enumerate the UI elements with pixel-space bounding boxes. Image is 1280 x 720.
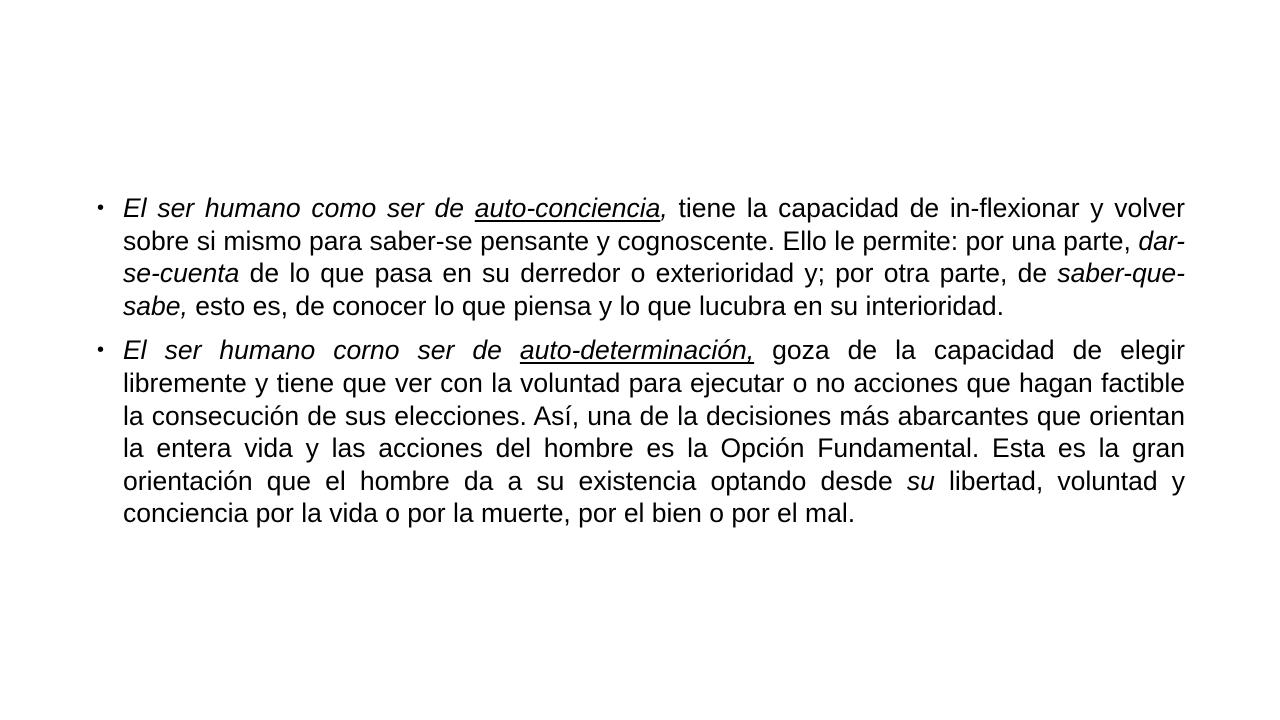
bullet-list <box>97 192 1185 542</box>
bullet-text-segment: esto es, de conocer lo que piensa y lo que lucubra en su interioridad. <box>187 290 1004 321</box>
bullet-text-segment: goza de la capacidad de elegir libremente y tiene que ver con la voluntad para ejecutar o no acciones que hagan factible la consecución de sus elecciones. Así, una de la decisiones más abarcantes que orientan la entera vida y las acciones del hombre es la Opción Fundamental. Esta es la gran orientación que el hombre da a su existencia optando desde <box>123 335 1185 496</box>
bullet-text-segment: tiene la capacidad de in-flexionar y volver sobre si mismo para saber-se pensante y cognoscente. Ello le permite: por una parte, <box>123 193 1185 256</box>
bullet-text-italic: saber-que-sabe, <box>123 258 1185 321</box>
bullet-text-segment: , <box>660 193 668 223</box>
bullet-marker: • <box>97 197 105 219</box>
bullet-text-italic: su <box>906 465 935 496</box>
bullet-item-auto-conciencia <box>97 192 1185 322</box>
bullet-text-segment: El ser humano corno ser de <box>123 335 520 366</box>
bullet-text-segment: de lo que pasa en su derredor o exterioridad y; por otra parte, de <box>239 258 1058 289</box>
bullet-text-segment: El ser humano como ser de <box>123 193 475 223</box>
bullet-term-underlined: auto-conciencia <box>474 193 661 223</box>
bullet-item-auto-determinacion <box>97 334 1185 530</box>
bullet-text-segment: libertad, voluntad y conciencia por la vida o por la muerte, por el bien o por el mal. <box>123 465 1185 529</box>
bullet-marker: • <box>97 339 105 362</box>
bullet-text-italic: dar-se-cuenta <box>123 225 1185 289</box>
bullet-term-underlined: auto-determinación, <box>519 335 755 366</box>
